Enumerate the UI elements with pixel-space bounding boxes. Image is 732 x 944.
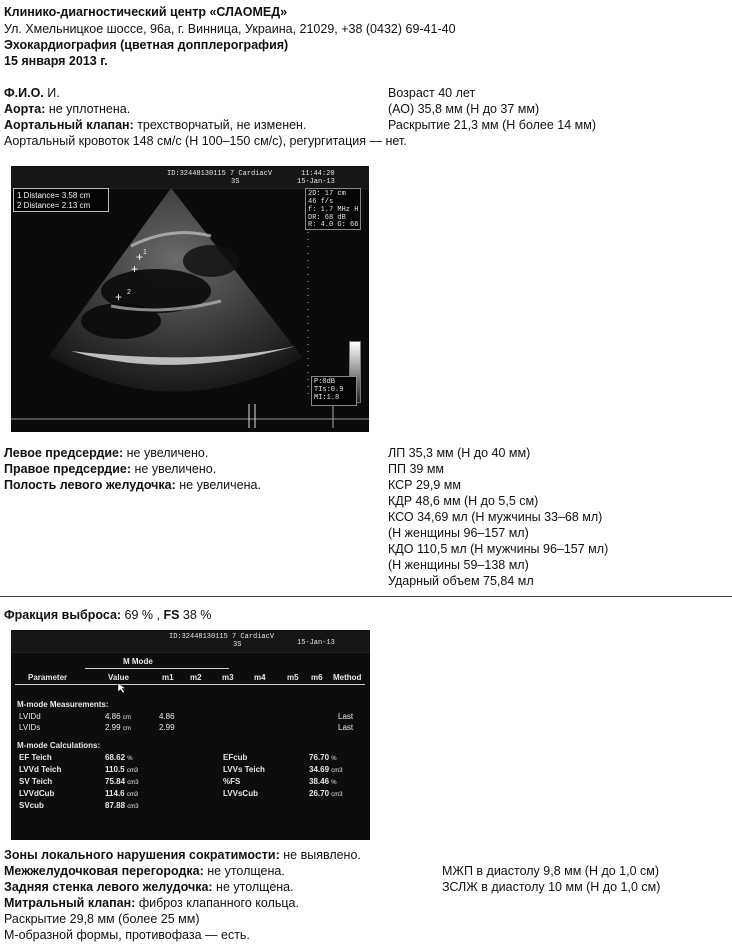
mitral-valve-line: Митральный клапан: фиброз клапанного кольца. bbox=[4, 896, 299, 910]
patient-name: Ф.И.О. И. bbox=[4, 86, 60, 100]
col-m6: m6 bbox=[311, 673, 323, 682]
aortic-bloodflow: Аортальный кровоток 148 см/с (Н 100–150 см/с), регургитация — нет. bbox=[4, 134, 407, 148]
col-m3: m3 bbox=[222, 673, 234, 682]
kso-measure: КСО 34,69 мл (Н мужчины 33–68 мл) bbox=[388, 510, 603, 524]
col-m4: m4 bbox=[254, 673, 266, 682]
study-title: Эхокардиография (цветная допплерография) bbox=[4, 38, 289, 52]
echo-date: 15-Jan-13 bbox=[297, 178, 335, 186]
local-contractility: Зоны локального нарушения сократимости: не выявлено. bbox=[4, 848, 361, 862]
power-params bbox=[311, 376, 357, 406]
svg-text:+: + bbox=[136, 250, 144, 264]
ao-measure: (АО) 35,8 мм (Н до 37 мм) bbox=[388, 102, 540, 116]
mitral-shape: М-образной формы, противофаза — есть. bbox=[4, 928, 250, 942]
echo-id: ID:32448130115 7 CardiacV bbox=[167, 170, 273, 178]
svg-text:+: + bbox=[115, 290, 123, 304]
mmode-title-rule bbox=[85, 668, 229, 669]
col-m1: m1 bbox=[162, 673, 174, 682]
calc-efcub: EFcub bbox=[223, 753, 248, 762]
right-atrium-line: Правое предсердие: не увеличено. bbox=[4, 462, 217, 476]
marker-2: 2 bbox=[127, 289, 131, 296]
param-framerate: 46 f/s bbox=[308, 198, 334, 206]
valve-opening: Раскрытие 21,3 мм (Н более 14 мм) bbox=[388, 118, 597, 132]
calc-lvvd-teich: LVVd Teich bbox=[19, 765, 62, 774]
calc-lvvd-teich-value: 110.5 cm3 bbox=[105, 765, 139, 774]
left-atrium-line: Левое предсердие: не увеличено. bbox=[4, 446, 209, 460]
mmode-id-line2: 3S bbox=[233, 641, 242, 649]
param-power: P:0dB bbox=[314, 378, 336, 386]
calc-lvvscub: LVVsCub bbox=[223, 789, 258, 798]
param-tis: TIs:0.9 bbox=[314, 386, 344, 394]
kdo-measure: КДО 110,5 мл (Н мужчины 96–157 мл) bbox=[388, 542, 609, 556]
calc-lvvdcub-value: 114.6 cm3 bbox=[105, 789, 139, 798]
param-frequency: f: 1.7 MHz H bbox=[308, 206, 359, 214]
calc-lvvdcub: LVVdCub bbox=[19, 789, 55, 798]
meas-lvids-name: LVIDs bbox=[19, 723, 41, 732]
calc-sv-teich-value: 75.84 cm3 bbox=[105, 777, 139, 786]
col-method: Method bbox=[333, 673, 362, 682]
marker-1: 1 bbox=[143, 249, 147, 256]
clinic-address: Ул. Хмельницкое шоссе, 96а, г. Винница, Украина, 21029, +38 (0432) 69-41-40 bbox=[4, 22, 456, 36]
mmode-report-screen bbox=[11, 630, 370, 840]
meas-lvidd-value: 4.86 cm bbox=[105, 712, 131, 721]
echo-image-2d bbox=[11, 166, 369, 432]
meas-lvids-m1: 2.99 bbox=[159, 723, 175, 732]
section-divider bbox=[0, 596, 732, 597]
ksr-measure: КСР 29,9 мм bbox=[388, 478, 461, 492]
distance-measurements bbox=[13, 188, 109, 212]
calc-ef-teich: EF Teich bbox=[19, 753, 52, 762]
columns-rule bbox=[15, 684, 365, 685]
col-m2: m2 bbox=[190, 673, 202, 682]
param-gain: R: 4.0 G: 66 bbox=[308, 221, 359, 229]
calc-lvvscub-value: 26.70 cm3 bbox=[309, 789, 343, 798]
zslzh-measure: ЗСЛЖ в диастолу 10 мм (Н до 1,0 см) bbox=[442, 880, 661, 894]
mitral-opening: Раскрытие 29,8 мм (более 25 мм) bbox=[4, 912, 200, 926]
stroke-volume: Ударный объем 75,84 мл bbox=[388, 574, 534, 588]
aorta-line: Аорта: не уплотнена. bbox=[4, 102, 131, 116]
measurements-title: M-mode Measurements: bbox=[17, 700, 109, 709]
param-dr: DR: 68 dB bbox=[308, 214, 346, 222]
kdr-measure: КДР 48,6 мм (Н до 5,5 см) bbox=[388, 494, 539, 508]
clinic-name: Клинико-диагностический центр «СЛАОМЕД» bbox=[4, 5, 288, 19]
echo-id-line2: 3S bbox=[231, 178, 240, 186]
calc-svcub: SVcub bbox=[19, 801, 44, 810]
mmode-title: M Mode bbox=[123, 657, 153, 666]
aortic-valve-line: Аортальный клапан: трехстворчатый, не изменен. bbox=[4, 118, 307, 132]
calc-sv-teich: SV Teich bbox=[19, 777, 53, 786]
kdo-female-norm: (Н женщины 59–138 мл) bbox=[388, 558, 529, 572]
calc-svcub-value: 87.88 cm3 bbox=[105, 801, 139, 810]
calc-efcub-value: 76.70 % bbox=[309, 753, 337, 762]
calc-fs: %FS bbox=[223, 777, 241, 786]
acquisition-params bbox=[305, 188, 361, 230]
study-date: 15 января 2013 г. bbox=[4, 54, 108, 68]
calc-lvvs-teich: LVVs Teich bbox=[223, 765, 265, 774]
mmode-date: 15-Jan-13 bbox=[297, 639, 335, 647]
param-depth: 2D: 17 cm bbox=[308, 190, 346, 198]
mmode-id: ID:32448130115 7 CardiacV bbox=[169, 633, 275, 641]
posterior-wall-line: Задняя стенка левого желудочка: не утолщена. bbox=[4, 880, 294, 894]
kso-female-norm: (Н женщины 96–157 мл) bbox=[388, 526, 529, 540]
svg-text:+: + bbox=[131, 262, 139, 276]
meas-lvids-value: 2.99 cm bbox=[105, 723, 131, 732]
meas-lvidd-method: Last bbox=[338, 712, 354, 721]
cursor-arrow-icon bbox=[117, 682, 127, 694]
meas-lvids-method: Last bbox=[338, 723, 354, 732]
septum-line: Межжелудочковая перегородка: не утолщена. bbox=[4, 864, 285, 878]
calc-lvvs-teich-value: 34.69 cm3 bbox=[309, 765, 343, 774]
calc-fs-value: 38.46 % bbox=[309, 777, 337, 786]
col-parameter: Parameter bbox=[28, 673, 68, 682]
col-value: Value bbox=[108, 673, 129, 682]
ejection-fraction: Фракция выброса: 69 % , FS 38 % bbox=[4, 608, 212, 622]
left-ventricle-line: Полость левого желудочка: не увеличена. bbox=[4, 478, 261, 492]
col-m5: m5 bbox=[287, 673, 299, 682]
calc-ef-teich-value: 68.62 % bbox=[105, 753, 133, 762]
ra-measure: ПП 39 мм bbox=[388, 462, 445, 476]
la-measure: ЛП 35,3 мм (Н до 40 мм) bbox=[388, 446, 531, 460]
meas-lvidd-m1: 4.86 bbox=[159, 712, 175, 721]
distance-1: 1 Distance= 3.58 cm bbox=[17, 191, 91, 200]
mzhp-measure: МЖП в диастолу 9,8 мм (Н до 1,0 см) bbox=[442, 864, 660, 878]
echo-time: 11:44:20 bbox=[301, 170, 335, 178]
distance-2: 2 Distance= 2.13 cm bbox=[17, 201, 91, 210]
param-mi: MI:1.8 bbox=[314, 394, 340, 402]
meas-lvidd-name: LVIDd bbox=[19, 712, 41, 721]
patient-age: Возраст 40 лет bbox=[388, 86, 476, 100]
calculations-title: M-mode Calculations: bbox=[17, 741, 101, 750]
